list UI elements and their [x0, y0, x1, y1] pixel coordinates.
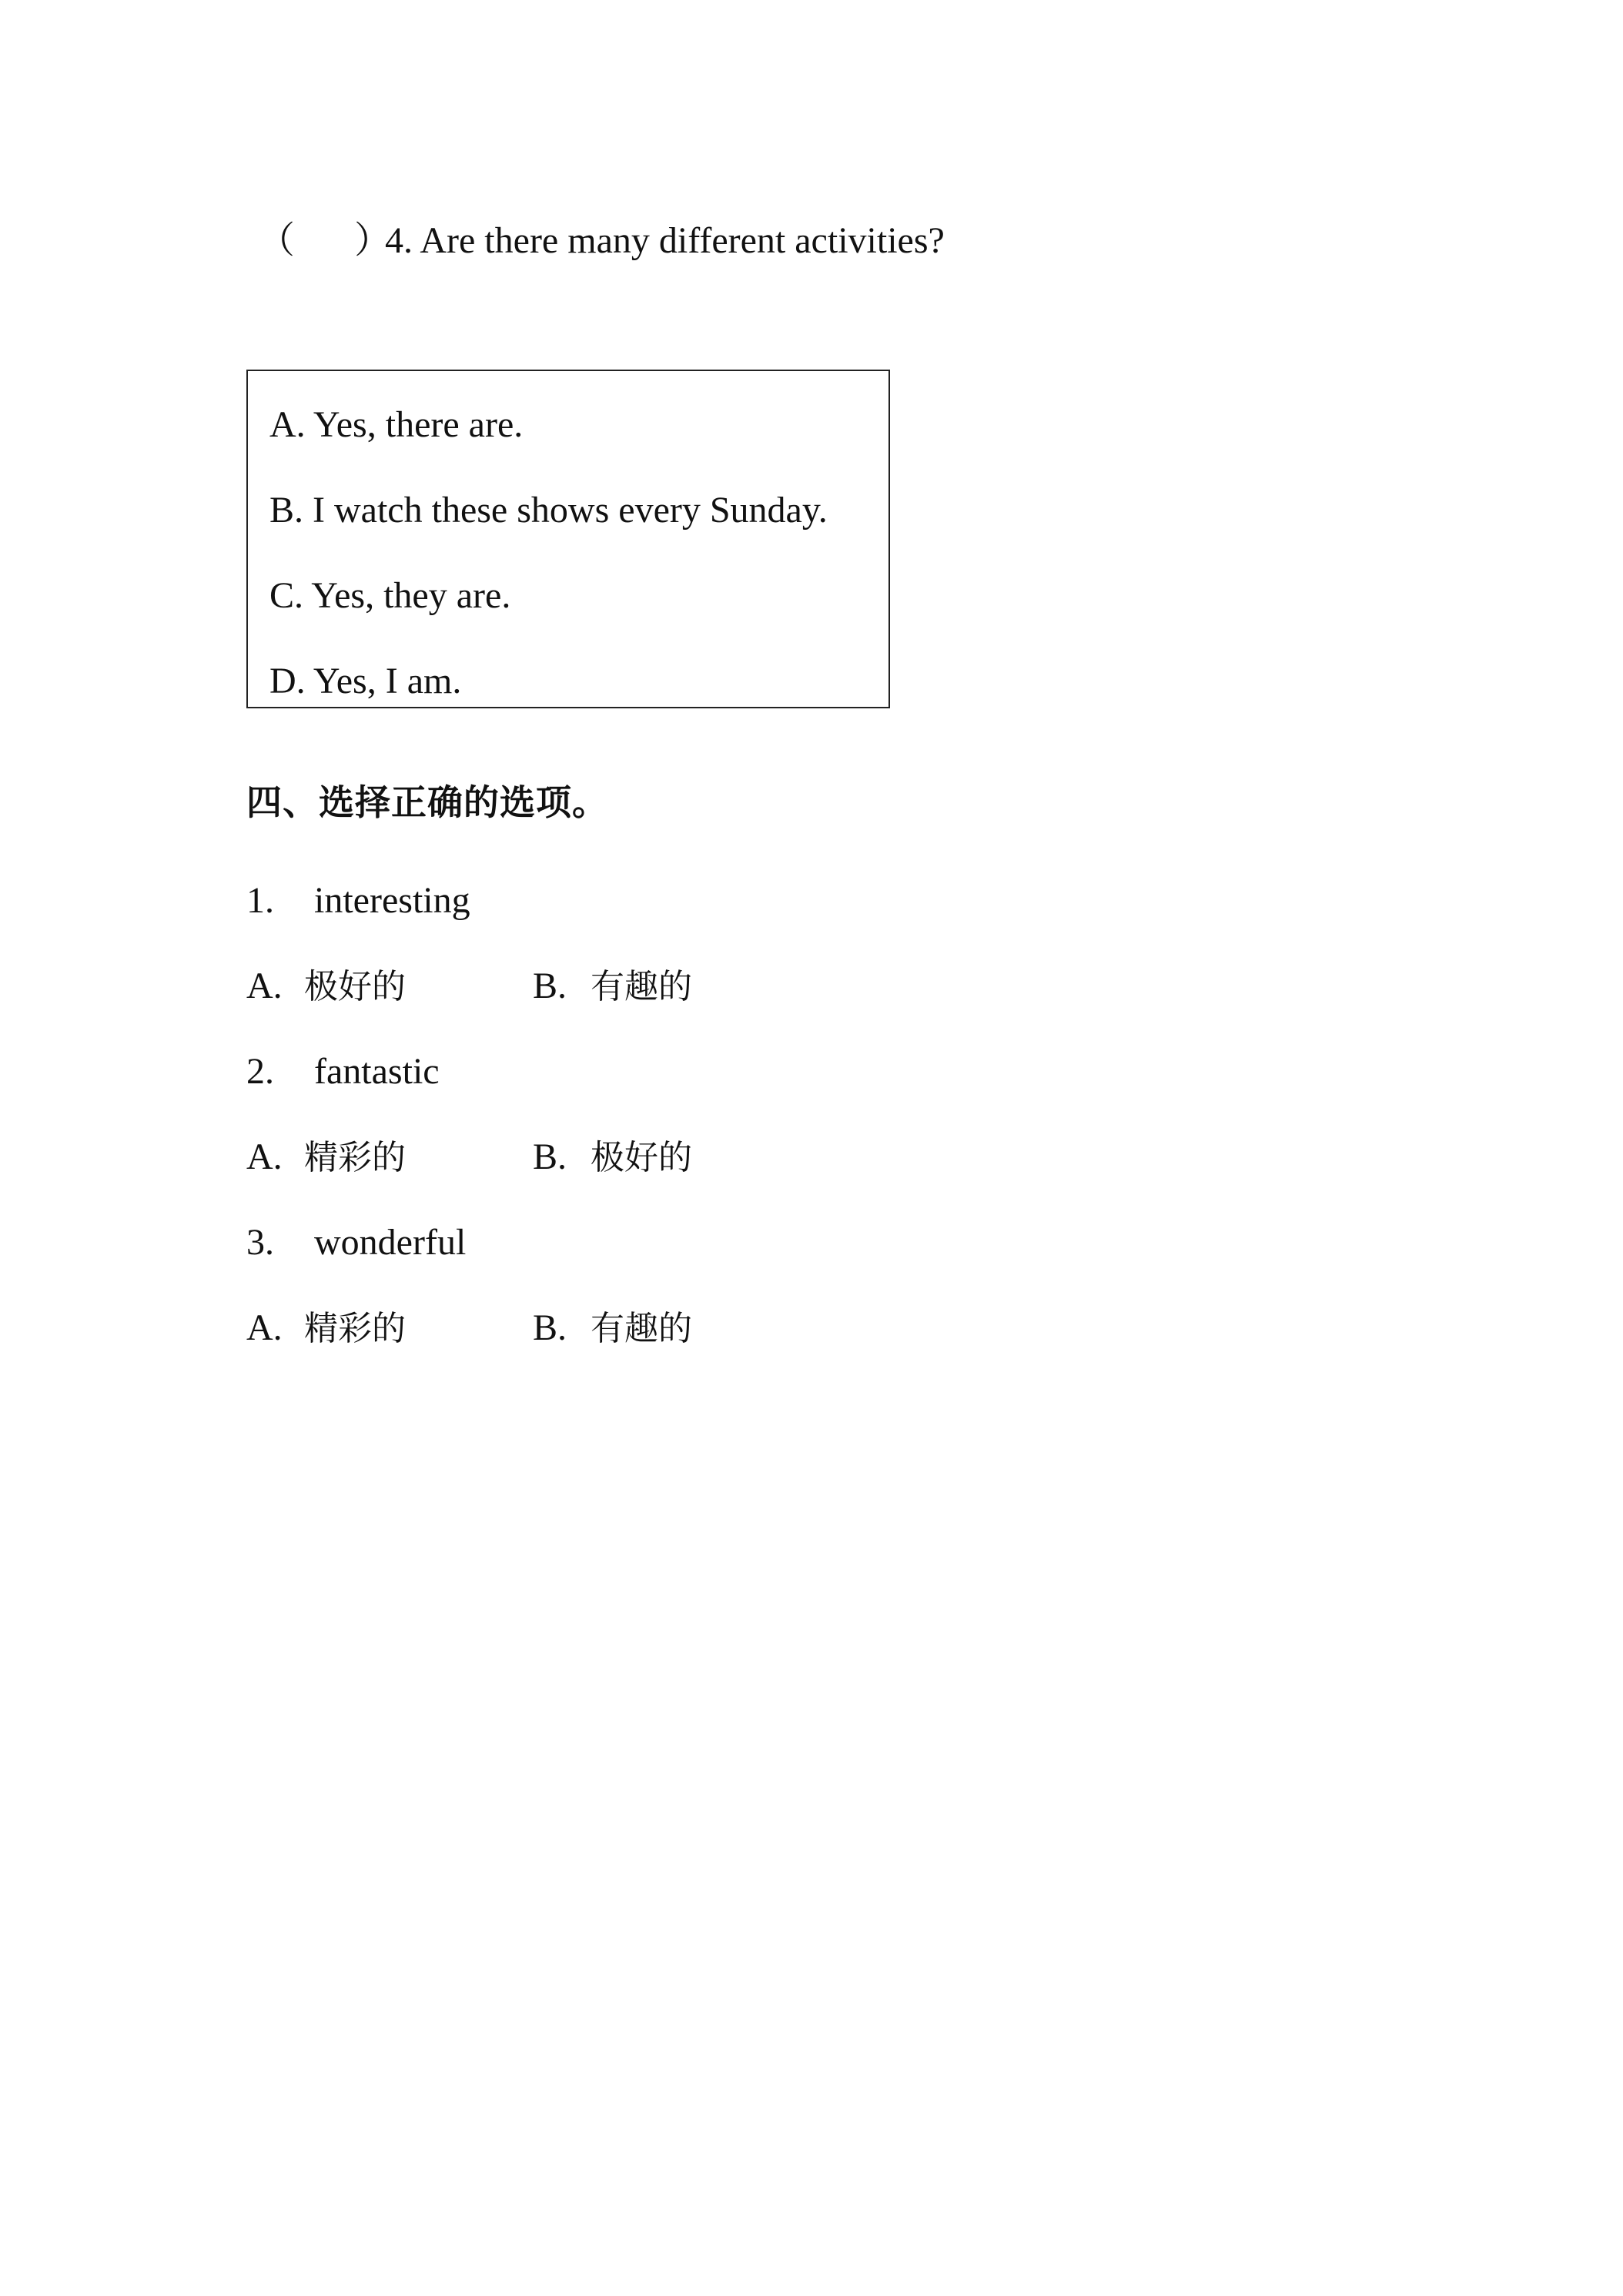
question-4	[258, 218, 945, 264]
choice-label: A.	[246, 1136, 283, 1177]
choice-label: B.	[533, 1307, 567, 1348]
answer-option-a: A. Yes, there are.	[269, 404, 524, 445]
item-1-number: 1.	[246, 880, 274, 921]
answer-options-box	[246, 370, 890, 708]
choice-text: 有趣的	[591, 1309, 692, 1348]
choice-label: A.	[246, 1307, 283, 1348]
item-3-number: 3.	[246, 1222, 274, 1263]
item-3-choice-b	[533, 1305, 692, 1352]
item-1-choice-b	[533, 963, 692, 1010]
choice-text: 极好的	[304, 967, 406, 1006]
answer-option-b: B. I watch these shows every Sunday.	[269, 490, 828, 530]
section-4-title: 四、选择正确的选项。	[246, 782, 608, 823]
choice-label: A.	[246, 966, 283, 1006]
question-4-text: 4. Are there many different activities?	[385, 220, 945, 261]
answer-option-c: C. Yes, they are.	[269, 575, 511, 616]
choice-text: 精彩的	[304, 1309, 406, 1348]
item-2-choice-b	[533, 1134, 692, 1181]
answer-blank-open-paren: （	[258, 220, 296, 261]
item-3-word: wonderful	[314, 1222, 467, 1263]
choice-text: 有趣的	[591, 967, 692, 1006]
answer-option-d: D. Yes, I am.	[269, 661, 462, 701]
choice-text: 精彩的	[304, 1138, 406, 1177]
item-2-choice-a	[246, 1134, 406, 1181]
item-2-number: 2.	[246, 1051, 274, 1092]
item-1-word: interesting	[314, 880, 470, 921]
item-2-word: fantastic	[314, 1051, 440, 1092]
choice-label: B.	[533, 1136, 567, 1177]
item-3-choice-a	[246, 1305, 406, 1352]
choice-label: B.	[533, 966, 567, 1006]
answer-blank-close-paren: ）	[354, 220, 392, 261]
choice-text: 极好的	[591, 1138, 692, 1177]
item-1-choice-a	[246, 963, 406, 1010]
